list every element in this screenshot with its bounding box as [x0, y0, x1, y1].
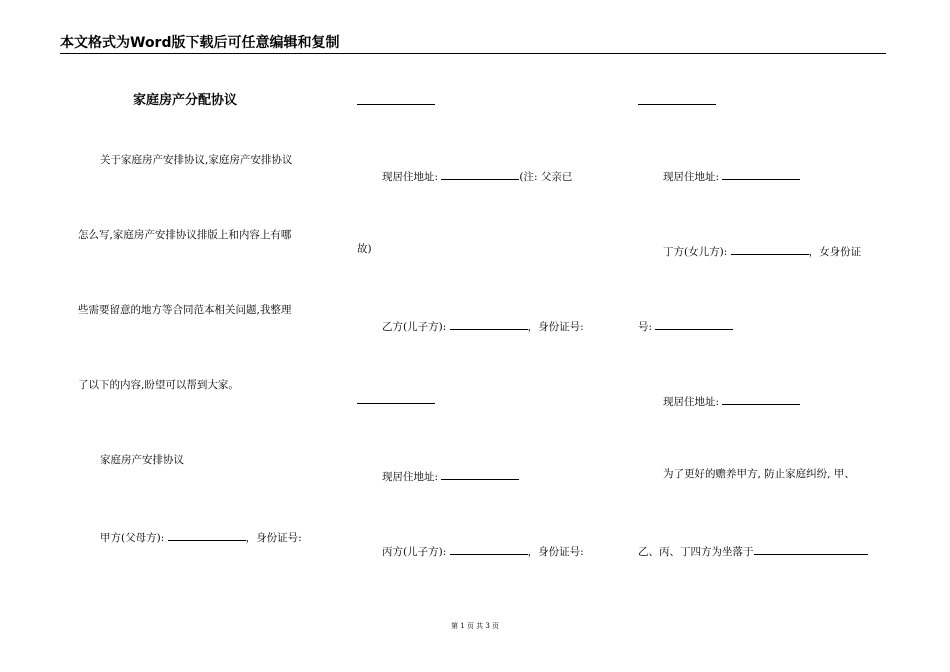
col3-address-line	[663, 168, 800, 184]
intro-line-4: 了以下的内容,盼望可以帮到大家。	[78, 379, 239, 391]
address-label: 现居住地址:	[663, 396, 720, 408]
address-label: 现居住地址:	[663, 171, 720, 183]
address-blank	[722, 393, 800, 405]
blank-line	[638, 104, 716, 105]
note-prefix: (注: 父亲已	[519, 171, 573, 183]
intro-line-3: 些需要留意的地方等合同范本相关问题,我整理	[78, 304, 292, 316]
note-suffix: 故)	[357, 243, 372, 255]
page-footer	[0, 622, 950, 631]
blank-line	[357, 403, 435, 404]
party-d-id-blank	[655, 318, 733, 330]
page-number: 第 1 页 共 3 页	[450, 622, 500, 630]
header-title: 本文格式为Word版下载后可任意编辑和复制	[60, 35, 340, 51]
address-blank	[441, 468, 519, 480]
party-c-label: 丙方(儿子方):	[382, 546, 447, 558]
party-d-id-line	[638, 318, 733, 334]
purpose-text: 乙、丙、丁四方为坐落于	[638, 546, 754, 558]
party-b-name-blank	[450, 318, 528, 330]
document-title: 家庭房产分配协议	[133, 93, 238, 108]
col2-address2-line	[382, 468, 519, 484]
id-continued-label: 号:	[638, 321, 653, 333]
document-header	[60, 34, 886, 54]
intro-line-2: 怎么写,家庭房产安排协议排版上和内容上有哪	[78, 229, 292, 241]
agreement-subtitle: 家庭房产安排协议	[100, 454, 184, 466]
party-a-id-label: ，身份证号:	[245, 532, 302, 544]
party-c-name-blank	[450, 543, 528, 555]
address-label: 现居住地址:	[382, 171, 439, 183]
purpose-line-1: 为了更好的赡养甲方, 防止家庭纠纷, 甲、	[663, 468, 855, 480]
address-blank	[441, 168, 519, 180]
party-b-label: 乙方(儿子方):	[382, 321, 447, 333]
party-c-line	[382, 543, 584, 559]
party-c-id-label: ，身份证号:	[527, 546, 584, 558]
party-b-line	[382, 318, 584, 334]
party-d-name-blank	[731, 243, 809, 255]
party-d-label: 丁方(女儿方):	[663, 246, 728, 258]
col3-address2-line	[663, 393, 800, 409]
party-a-line	[100, 529, 302, 545]
address-label: 现居住地址:	[382, 471, 439, 483]
party-a-label: 甲方(父母方):	[100, 532, 165, 544]
intro-line-1: 关于家庭房产安排协议,家庭房产安排协议	[100, 154, 293, 166]
col2-address-line	[382, 168, 572, 184]
property-location-blank	[754, 543, 868, 555]
party-a-name-blank	[168, 529, 246, 541]
party-d-id-label: ，女身份证	[808, 246, 862, 258]
purpose-line-2	[638, 543, 868, 559]
party-d-line	[663, 243, 861, 259]
party-b-id-label: ，身份证号:	[527, 321, 584, 333]
address-blank	[722, 168, 800, 180]
blank-line	[357, 104, 435, 105]
